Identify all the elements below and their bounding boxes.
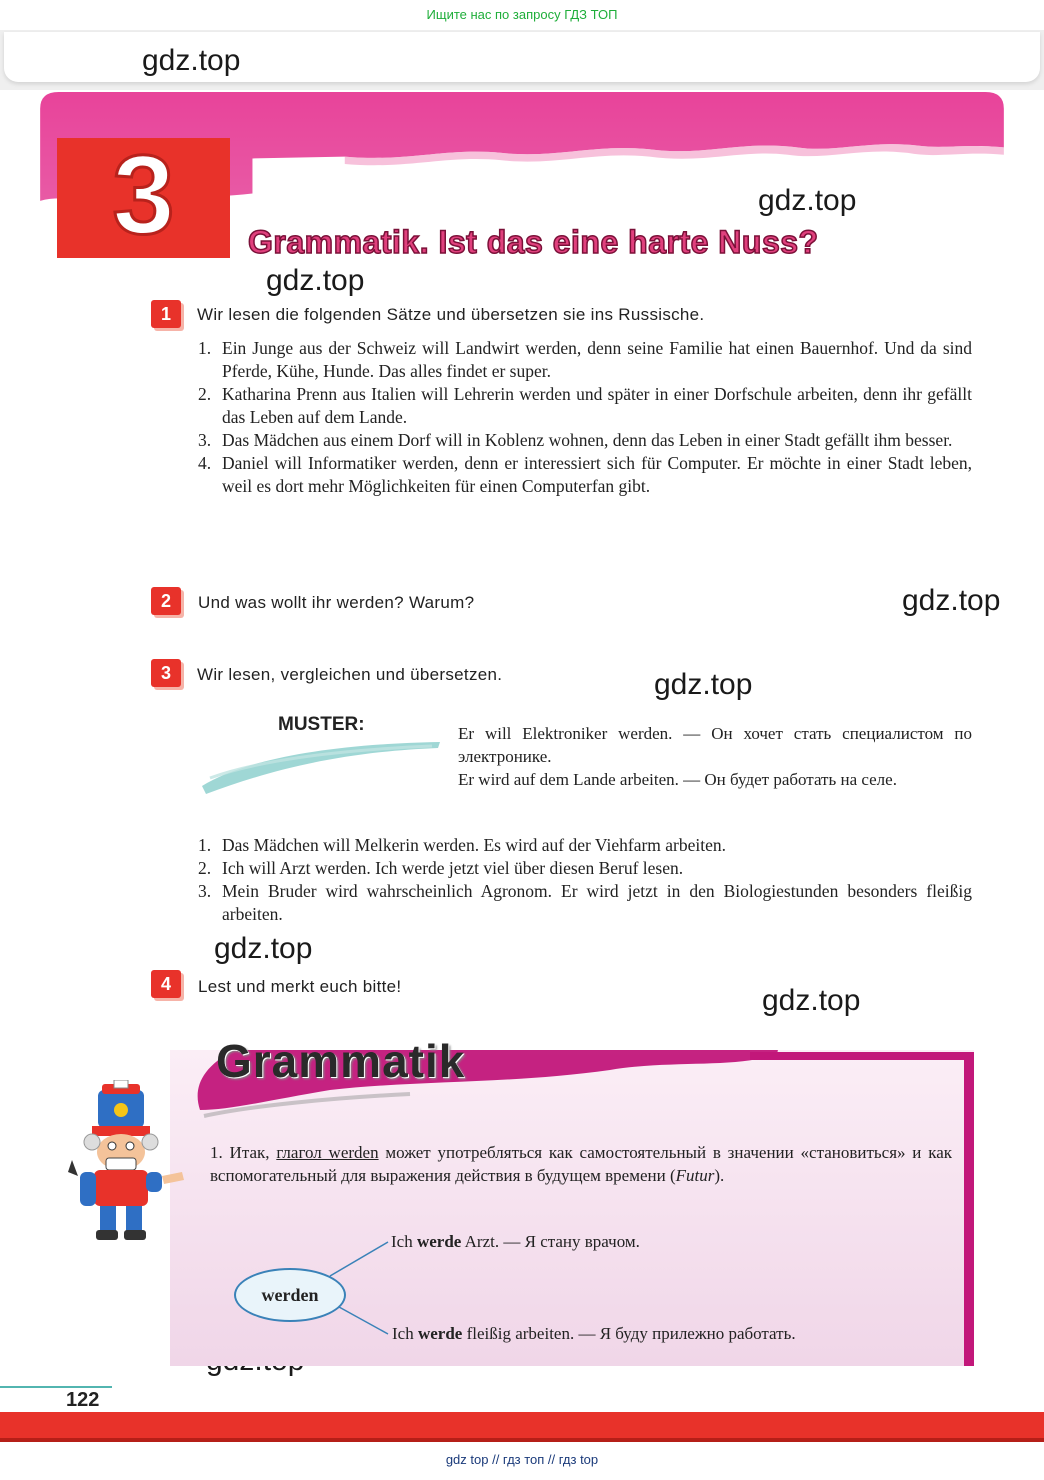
muster-brush-stroke — [200, 734, 442, 798]
muster-line: Er wird auf dem Lande arbeiten. — Он будет работать на селе. — [458, 770, 897, 789]
example-sentence: Ich werde fleißig arbeiten. — Я буду прилежно работать. — [392, 1324, 796, 1343]
task-number-3: 3 — [151, 659, 181, 687]
nutcracker-mascot-illustration — [62, 1080, 190, 1246]
page-number: 122 — [66, 1389, 100, 1411]
watermark: gdz.top — [902, 584, 1001, 617]
top-banner[interactable]: Ищите нас по запросу ГДЗ ТОП — [426, 7, 618, 22]
list-item: 1. Ein Junge aus der Schweiz will Landwirt werden, denn seine Familie hat einen Bauernhof. Und da sind Pferde, Kühe, Hunde. Das alles findet er super. — [198, 338, 972, 381]
example-sentence: Ich werde Arzt. — Я стану врачом. — [391, 1232, 640, 1251]
list-item: 2. Katharina Prenn aus Italien will Lehrerin werden und später in einer Dorfschule arbeiten, denn ihr gefällt das Leben auf dem Lande. — [198, 384, 972, 427]
watermark: gdz.top — [654, 668, 753, 701]
task-number-1: 1 — [151, 300, 181, 328]
task-1-list — [198, 337, 972, 498]
task-4-instruction: Lest und merkt euch bitte! — [198, 977, 402, 996]
task-3-instruction: Wir lesen, vergleichen und übersetzen. — [197, 665, 503, 684]
task-number-2: 2 — [151, 587, 181, 615]
list-item: 4. Daniel will Informatiker werden, denn er interessiert sich für Computer. Er möchte in einer Stadt leben, weil es dort mehr Möglichkeiten für einen Computerfan gibt. — [198, 453, 972, 496]
watermark: gdz.top — [214, 932, 313, 965]
muster-example — [458, 722, 972, 791]
watermark: gdz.top — [142, 44, 241, 77]
watermark: gdz.top — [758, 184, 857, 217]
list-item: 3. Das Mädchen aus einem Dorf will in Koblenz wohnen, denn das Leben in einer Stadt gefällt ihm besser. — [198, 430, 953, 450]
chapter-number: 3 — [112, 132, 175, 257]
grammar-paragraph: 1. Итак, глагол werden может употребляться как самостоятельный в значении «становиться» и как вспомогательный для выражения действия в будущем времени (Futur). — [210, 1143, 953, 1185]
chapter-title: Grammatik. Ist das eine harte Nuss? — [248, 224, 819, 260]
underlined-term: глагол werden — [276, 1143, 379, 1162]
bottom-banner[interactable]: gdz top // гдз топ // гдз top — [445, 1452, 599, 1467]
task-2-instruction: Und was wollt ihr werden? Warum? — [198, 593, 475, 612]
muster-line: Er will Elektroniker werden. — Он хочет стать специалистом по электронике. — [458, 724, 972, 766]
list-item: 2. Ich will Arzt werden. Ich werde jetzt viel über diesen Beruf lesen. — [198, 858, 684, 878]
watermark: gdz.top — [762, 984, 861, 1017]
task-3-list — [198, 834, 972, 926]
muster-label: MUSTER: — [278, 714, 365, 735]
task-number-4: 4 — [151, 970, 181, 998]
watermark: gdz.top — [266, 264, 365, 297]
werden-oval: werden — [234, 1268, 346, 1322]
task-1-instruction: Wir lesen die folgenden Sätze und übersetzen sie ins Russische. — [197, 305, 705, 324]
footer-band — [0, 1384, 1044, 1444]
grammar-title: Grammatik — [216, 1035, 466, 1087]
list-item: 1. Das Mädchen will Melkerin werden. Es wird auf der Viehfarm arbeiten. — [198, 835, 727, 855]
list-item: 3. Mein Bruder wird wahrscheinlich Agronom. Er wird jetzt in den Biologiestunden besonders fleißig arbeiten. — [198, 881, 972, 924]
